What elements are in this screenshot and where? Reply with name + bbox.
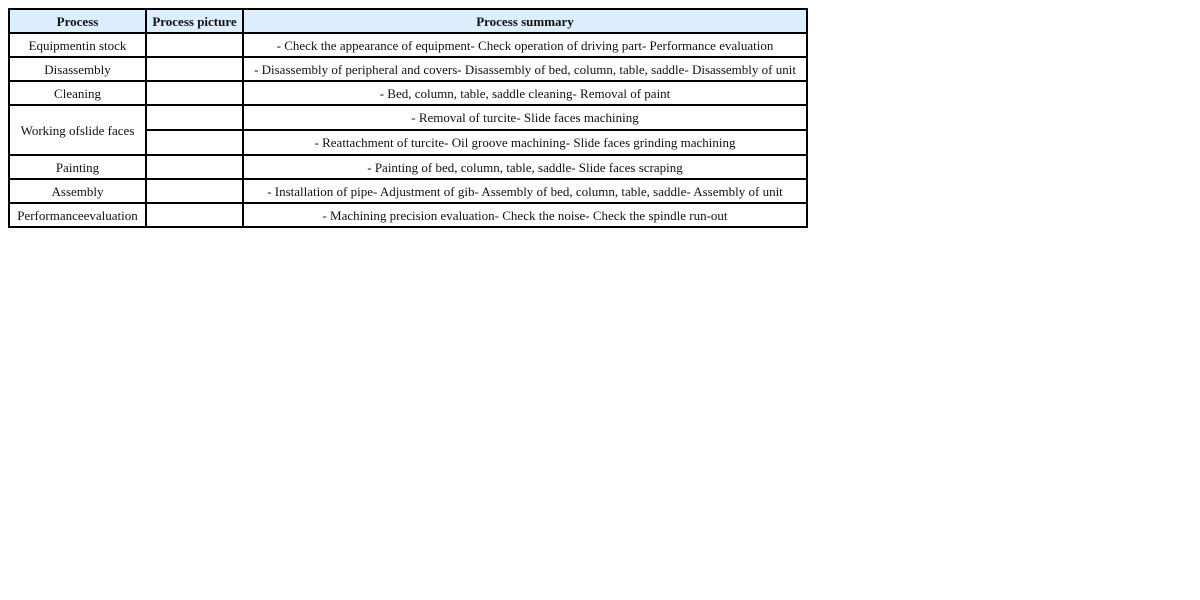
- process-cell: Assembly: [9, 179, 146, 203]
- process-cell: Equipmentin stock: [9, 33, 146, 57]
- process-picture-cell: [146, 81, 243, 105]
- table-row: [9, 105, 807, 130]
- process-cell: Performanceevaluation: [9, 203, 146, 227]
- process-cell: Working ofslide faces: [9, 105, 146, 155]
- table-row: [9, 33, 807, 57]
- table-row: [9, 155, 807, 179]
- process-picture-cell: [146, 33, 243, 57]
- table-row: [9, 57, 807, 81]
- process-picture-cell: [146, 203, 243, 227]
- process-summary-cell: - Painting of bed, column, table, saddle- Slide faces scraping: [243, 155, 807, 179]
- table-row: [9, 81, 807, 105]
- header-process-picture: Process picture: [146, 9, 243, 33]
- process-summary-cell: - Check the appearance of equipment- Check operation of driving part- Performance evaluation: [243, 33, 807, 57]
- process-summary-cell: - Removal of turcite- Slide faces machining: [243, 105, 807, 130]
- process-picture-cell: [146, 179, 243, 203]
- header-process: Process: [9, 9, 146, 33]
- table-row: [9, 179, 807, 203]
- process-cell: Painting: [9, 155, 146, 179]
- process-summary-cell: - Reattachment of turcite- Oil groove machining- Slide faces grinding machining: [243, 130, 807, 155]
- process-picture-cell: [146, 155, 243, 179]
- process-table: [8, 8, 808, 228]
- process-summary-cell: - Bed, column, table, saddle cleaning- Removal of paint: [243, 81, 807, 105]
- process-picture-cell: [146, 105, 243, 130]
- process-summary-cell: - Installation of pipe- Adjustment of gib- Assembly of bed, column, table, saddle- Assembly of unit: [243, 179, 807, 203]
- process-summary-cell: - Disassembly of peripheral and covers- Disassembly of bed, column, table, saddle- Disassembly of unit: [243, 57, 807, 81]
- process-picture-cell: [146, 130, 243, 155]
- table-row: [9, 203, 807, 227]
- header-process-summary: Process summary: [243, 9, 807, 33]
- process-cell: Cleaning: [9, 81, 146, 105]
- header-row: [9, 9, 807, 33]
- process-summary-cell: - Machining precision evaluation- Check the noise- Check the spindle run-out: [243, 203, 807, 227]
- process-cell: Disassembly: [9, 57, 146, 81]
- process-picture-cell: [146, 57, 243, 81]
